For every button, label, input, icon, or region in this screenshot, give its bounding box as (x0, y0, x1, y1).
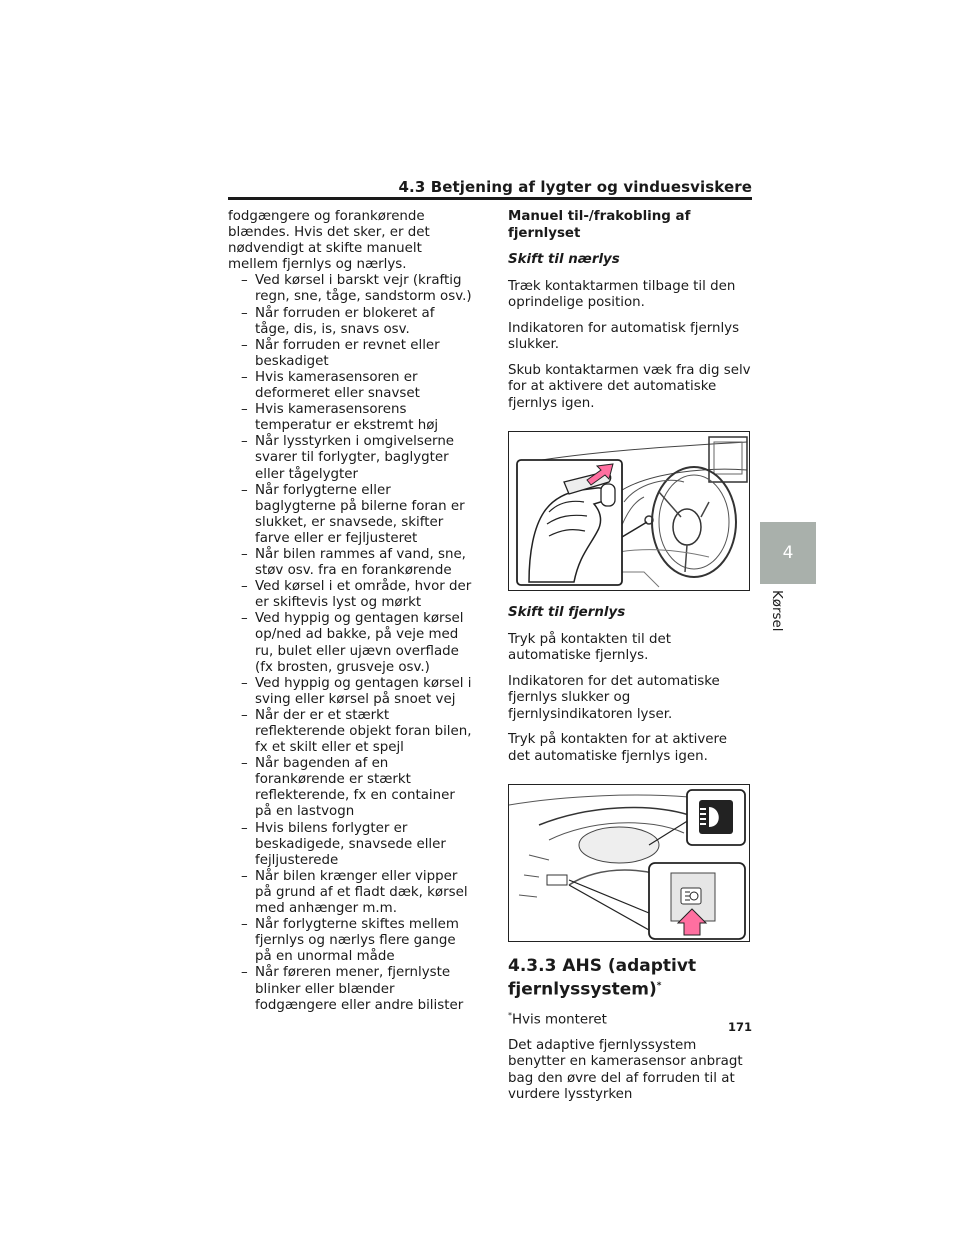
list-item-text: Hvis bilens forlygter er beskadigede, snavsede eller fejljusterede (255, 820, 446, 868)
dash-marker: – (241, 305, 248, 321)
figure-lever-illustration (508, 431, 750, 591)
dash-marker: – (241, 965, 248, 981)
page-number: 171 (728, 1020, 753, 1034)
list-item-text: Når bilen rammes af vand, sne, støv osv. fra en forankørende (255, 546, 466, 579)
dash-marker: – (241, 756, 248, 772)
header-rule (228, 197, 752, 200)
list-item-text: Ved kørsel i barskt vejr (kraftig regn, sne, tåge, sandstorm osv.) (255, 273, 472, 305)
dash-marker: – (241, 546, 248, 562)
list-item-text: Ved hyppig og gentagen kørsel i sving eller kørsel på snoet vej (255, 675, 472, 707)
list-item-text: Hvis kamerasensorens temperatur er ekstremt høj (255, 402, 439, 434)
condition-list (228, 273, 473, 1013)
paragraph: Indikatoren for det automatiske fjernlys slukker og fjernlysindikatoren lyser. (508, 673, 720, 722)
list-item-text: Når forlygterne eller baglygterne på bilerne foran er slukket, er snavsede, skifter farve eller er fejljusteret (255, 482, 465, 546)
section-title: 4.3.3 AHS (adaptivt fjernlyssystem)* (508, 956, 697, 1000)
chapter-label: Kørsel (769, 590, 784, 632)
dash-marker: – (241, 917, 248, 933)
dash-marker: – (241, 611, 248, 627)
list-item-text: Når føreren mener, fjernlyste blinker eller blænder fodgængere eller andre bilister (255, 965, 464, 1013)
list-item (228, 273, 473, 305)
footnote: *Hvis monteret (508, 1010, 607, 1028)
dash-marker: – (241, 707, 248, 723)
right-column (508, 209, 753, 1113)
lever-illustration (509, 432, 749, 590)
paragraph: Træk kontaktarmen tilbage til den oprindelige position. (508, 278, 736, 310)
list-item (228, 306, 473, 338)
paragraph: Tryk på kontakten for at aktivere det automatiske fjernlys igen. (508, 732, 727, 764)
dash-marker: – (241, 579, 248, 595)
list-item (228, 708, 473, 756)
paragraph: Det adaptive fjernlyssystem benytter en kamerasensor anbragt bag den øvre del af forruden til at vurdere lysstyrken (508, 1037, 743, 1103)
page-header-title: 4.3 Betjening af lygter og vinduesviskere (398, 178, 752, 196)
list-item-text: Når bagenden af en forankørende er stærkt reflekterende, fx en container på en lastvogn (255, 756, 455, 820)
dash-marker: – (241, 273, 248, 289)
dash-marker: – (241, 482, 248, 498)
dash-marker: – (241, 868, 248, 884)
ahs-switch-illustration (509, 785, 749, 941)
list-item-text: Ved hyppig og gentagen kørsel op/ned ad bakke, på veje med ru, bulet eller ujævn overflade (fx brosten, grusveje osv.) (255, 611, 464, 675)
intro-paragraph: fodgængere og forankørende blændes. Hvis det sker, er det nødvendigt at skifte manuelt mellem fjernlys og nærlys. (228, 209, 430, 273)
left-column (228, 209, 473, 1014)
list-item (228, 370, 473, 402)
footnote-marker: * (656, 981, 662, 991)
chapter-number: 4 (782, 543, 794, 563)
list-item (228, 402, 473, 434)
dash-marker: – (241, 402, 248, 418)
list-item (228, 821, 473, 869)
list-item-text: Når forlygterne skiftes mellem fjernlys og nærlys flere gange på en unormal måde (255, 917, 459, 965)
paragraph: Indikatoren for automatisk fjernlys slukker. (508, 320, 740, 352)
paragraph: Tryk på kontakten til det automatiske fjernlys. (508, 631, 671, 663)
list-item-text: Når der er et stærkt reflekterende objekt foran bilen, fx et skilt eller et spejl (255, 707, 472, 756)
dash-marker: – (241, 434, 248, 450)
list-item-text: Når forruden er revnet eller beskadiget (255, 337, 440, 369)
list-item-text: Hvis kamerasensoren er deformeret eller snavset (255, 369, 420, 402)
dash-marker: – (241, 820, 248, 836)
list-item (228, 756, 473, 820)
list-item-text: Når bilen krænger eller vipper på grund af et fladt dæk, kørsel med anhænger m.m. (255, 868, 468, 917)
subheading-high-beam: Skift til fjernlys (508, 605, 626, 620)
list-item (228, 676, 473, 708)
chapter-tab (760, 522, 816, 584)
dash-marker: – (241, 337, 248, 353)
list-item-text: Når lysstyrken i omgivelserne svarer til forlygter, baglygter eller tågelygter (255, 434, 455, 482)
list-item-text: Ved kørsel i et område, hvor der er skiftevis lyst og mørkt (255, 579, 472, 611)
list-item (228, 611, 473, 675)
list-item (228, 338, 473, 370)
subsection-heading: Manuel til-/frakobling af fjernlyset (508, 209, 691, 241)
list-item (228, 547, 473, 579)
list-item (228, 917, 473, 965)
list-item (228, 965, 473, 1013)
list-item (228, 483, 473, 547)
subheading-low-beam: Skift til nærlys (508, 252, 620, 267)
list-item-text: Når forruden er blokeret af tåge, dis, is, snavs osv. (255, 305, 435, 337)
dash-marker: – (241, 369, 248, 385)
list-item (228, 434, 473, 482)
dash-marker: – (241, 675, 248, 691)
footnote-marker: * (508, 1010, 512, 1020)
list-item (228, 579, 473, 611)
list-item (228, 869, 473, 917)
figure-ahs-switch-illustration (508, 784, 750, 942)
paragraph: Skub kontaktarmen væk fra dig selv for at aktivere det automatiske fjernlys igen. (508, 362, 751, 411)
